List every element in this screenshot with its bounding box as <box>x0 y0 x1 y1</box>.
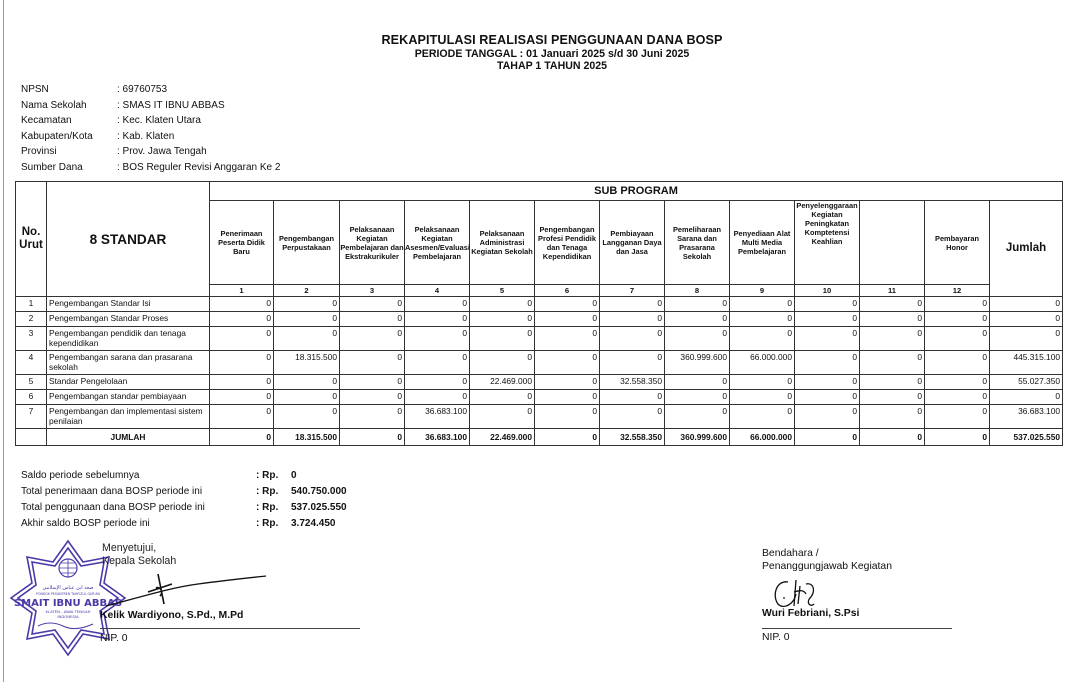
principal-name: Kelik Wardiyono, S.Pd., M.Pd <box>100 610 244 621</box>
principal-signature-line <box>100 628 360 629</box>
cell-sub-12: 0 <box>925 375 990 390</box>
total-sub-1: 0 <box>210 429 274 446</box>
cell-sub-11: 0 <box>860 390 925 405</box>
info-label: Sumber Dana <box>21 161 83 173</box>
info-value: : BOS Reguler Revisi Anggaran Ke 2 <box>117 161 281 173</box>
row-standar: Pengembangan sarana dan prasarana sekolah <box>47 351 210 375</box>
row-standar: Pengembangan pendidik dan tenaga kependidikan <box>47 327 210 351</box>
treasurer-role-line2: Penanggungjawab Kegiatan <box>762 561 892 572</box>
cell-sub-11: 0 <box>860 327 925 351</box>
header-num-9: 9 <box>730 285 795 297</box>
report-header <box>0 33 1074 72</box>
header-num-5: 5 <box>470 285 535 297</box>
header-sub-col-7: Pembiayaan Langganan Daya dan Jasa <box>600 201 665 285</box>
cell-sub-10: 0 <box>795 375 860 390</box>
cell-jumlah: 0 <box>990 297 1063 312</box>
total-sub-12: 0 <box>925 429 990 446</box>
header-num-7: 7 <box>600 285 665 297</box>
treasurer-signature-icon <box>770 576 830 610</box>
cell-sub-4: 0 <box>405 375 470 390</box>
cell-sub-4: 0 <box>405 312 470 327</box>
info-label: Nama Sekolah <box>21 99 87 111</box>
cell-sub-3: 0 <box>340 312 405 327</box>
total-sub-11: 0 <box>860 429 925 446</box>
cell-sub-10: 0 <box>795 312 860 327</box>
table-row <box>16 390 1063 405</box>
cell-sub-3: 0 <box>340 297 405 312</box>
svg-text:KLATEN - JAWA TENGAH: KLATEN - JAWA TENGAH <box>45 609 91 614</box>
cell-jumlah: 445.315.100 <box>990 351 1063 375</box>
cell-sub-10: 0 <box>795 297 860 312</box>
cell-sub-4: 36.683.100 <box>405 405 470 429</box>
cell-sub-6: 0 <box>535 390 600 405</box>
header-sub-col-6: Pengembangan Profesi Pendidik dan Tenaga Kependidikan <box>535 201 600 285</box>
row-number: 2 <box>16 312 47 327</box>
cell-sub-2: 0 <box>274 375 340 390</box>
svg-text:صعد ابن عباس الإسلامي: صعد ابن عباس الإسلامي <box>42 585 94 591</box>
info-value: : Kec. Klaten Utara <box>117 115 201 127</box>
total-sub-3: 0 <box>340 429 405 446</box>
header-sub-col-12: Pembayaran Honor <box>925 201 990 285</box>
cell-sub-6: 0 <box>535 405 600 429</box>
cell-sub-12: 0 <box>925 312 990 327</box>
header-num-3: 3 <box>340 285 405 297</box>
header-num-1: 1 <box>210 285 274 297</box>
treasurer-role-line1: Bendahara / <box>762 548 819 559</box>
cell-sub-9: 0 <box>730 327 795 351</box>
cell-sub-3: 0 <box>340 375 405 390</box>
total-sub-4: 36.683.100 <box>405 429 470 446</box>
summary-row-total-used <box>21 499 347 515</box>
summary-amount: 540.750.000 <box>291 485 347 497</box>
header-num-8: 8 <box>665 285 730 297</box>
total-blank-cell <box>16 429 47 446</box>
svg-text:INDONESIA: INDONESIA <box>57 614 79 619</box>
total-sub-2: 18.315.500 <box>274 429 340 446</box>
svg-text:SMAIT IBNU ABBAS: SMAIT IBNU ABBAS <box>13 598 123 609</box>
table-row <box>16 327 1063 351</box>
cell-sub-5: 0 <box>470 405 535 429</box>
cell-sub-9: 0 <box>730 312 795 327</box>
cell-sub-9: 66.000.000 <box>730 351 795 375</box>
principal-signature-icon <box>98 570 268 610</box>
header-num-6: 6 <box>535 285 600 297</box>
summary-currency: : Rp. <box>256 517 279 529</box>
report-period: PERIODE TANGGAL : 01 Januari 2025 s/d 30 Juni 2025 <box>414 48 690 60</box>
cell-sub-12: 0 <box>925 327 990 351</box>
balance-summary <box>21 467 347 531</box>
cell-sub-6: 0 <box>535 351 600 375</box>
header-sub-col-3: Pelaksanaan Kegiatan Pembelajaran dan Ekstrakurikuler <box>340 201 405 285</box>
summary-label: Saldo periode sebelumnya <box>21 469 140 481</box>
summary-currency: : Rp. <box>256 469 279 481</box>
cell-sub-11: 0 <box>860 405 925 429</box>
header-num-11: 11 <box>860 285 925 297</box>
cell-sub-11: 0 <box>860 297 925 312</box>
cell-sub-12: 0 <box>925 297 990 312</box>
header-sub-col-1: Penerimaan Peserta Didik Baru <box>210 201 274 285</box>
header-sub-col-5: Pelaksanaan Administrasi Kegiatan Sekolah <box>470 201 535 285</box>
cell-sub-4: 0 <box>405 297 470 312</box>
page-left-border <box>3 0 4 682</box>
cell-sub-5: 0 <box>470 312 535 327</box>
table-row <box>16 375 1063 390</box>
cell-sub-7: 0 <box>600 390 665 405</box>
row-standar: Pengembangan Standar Isi <box>47 297 210 312</box>
realization-table <box>15 181 1063 446</box>
info-row-school-name <box>21 98 280 114</box>
info-value: : SMAS IT IBNU ABBAS <box>117 99 225 111</box>
cell-sub-5: 0 <box>470 351 535 375</box>
info-row-regency <box>21 129 280 145</box>
info-row-fund-source <box>21 160 280 176</box>
row-standar: Standar Pengelolaan <box>47 375 210 390</box>
row-number: 6 <box>16 390 47 405</box>
school-info <box>21 82 280 175</box>
summary-currency: : Rp. <box>256 485 279 497</box>
header-sub-col-2: Pengembangan Perpustakaan <box>274 201 340 285</box>
signature-block-principal <box>13 540 360 680</box>
header-sub-col-9: Penyediaan Alat Multi Media Pembelajaran <box>730 201 795 285</box>
cell-sub-5: 22.469.000 <box>470 375 535 390</box>
cell-sub-1: 0 <box>210 375 274 390</box>
summary-label: Akhir saldo BOSP periode ini <box>21 517 150 529</box>
cell-sub-2: 0 <box>274 312 340 327</box>
cell-sub-7: 0 <box>600 297 665 312</box>
cell-sub-1: 0 <box>210 327 274 351</box>
cell-jumlah: 0 <box>990 312 1063 327</box>
cell-sub-10: 0 <box>795 390 860 405</box>
cell-sub-5: 0 <box>470 297 535 312</box>
cell-sub-2: 18.315.500 <box>274 351 340 375</box>
table-row <box>16 405 1063 429</box>
total-sub-5: 22.469.000 <box>470 429 535 446</box>
cell-jumlah: 0 <box>990 327 1063 351</box>
cell-sub-10: 0 <box>795 327 860 351</box>
cell-sub-7: 32.558.350 <box>600 375 665 390</box>
header-sub-col-4: Pelaksanaan Kegiatan Asesmen/Evaluasi Pembelajaran <box>405 201 470 285</box>
row-number: 3 <box>16 327 47 351</box>
cell-sub-12: 0 <box>925 351 990 375</box>
cell-sub-8: 360.999.600 <box>665 351 730 375</box>
cell-sub-8: 0 <box>665 375 730 390</box>
principal-title <box>102 542 176 568</box>
info-row-district <box>21 113 280 129</box>
header-sub-col-8: Pemeliharaan Sarana dan Prasarana Sekolah <box>665 201 730 285</box>
cell-sub-11: 0 <box>860 351 925 375</box>
svg-text:PONDOK PESANTREN TAHFIZUL QUR': PONDOK PESANTREN TAHFIZUL QUR'AN <box>36 592 100 596</box>
cell-sub-7: 0 <box>600 312 665 327</box>
principal-role: Kepala Sekolah <box>102 555 177 567</box>
total-sub-10: 0 <box>795 429 860 446</box>
summary-currency: : Rp. <box>256 501 279 513</box>
summary-label: Total penerimaan dana BOSP periode ini <box>21 485 203 497</box>
cell-sub-8: 0 <box>665 327 730 351</box>
cell-sub-7: 0 <box>600 405 665 429</box>
table-row <box>16 297 1063 312</box>
treasurer-signature-line <box>762 628 952 629</box>
treasurer-title <box>762 547 962 573</box>
cell-sub-9: 0 <box>730 375 795 390</box>
cell-sub-1: 0 <box>210 351 274 375</box>
summary-row-ending-balance <box>21 515 347 531</box>
cell-sub-6: 0 <box>535 327 600 351</box>
header-num-2: 2 <box>274 285 340 297</box>
treasurer-name: Wuri Febriani, S.Psi <box>762 608 860 619</box>
cell-sub-1: 0 <box>210 312 274 327</box>
info-row-npsn <box>21 82 280 98</box>
cell-sub-3: 0 <box>340 390 405 405</box>
header-jumlah: Jumlah <box>990 201 1063 297</box>
info-value: : Kab. Klaten <box>117 130 175 142</box>
cell-sub-6: 0 <box>535 297 600 312</box>
cell-sub-8: 0 <box>665 390 730 405</box>
cell-sub-8: 0 <box>665 297 730 312</box>
summary-amount: 537.025.550 <box>291 501 347 513</box>
cell-sub-4: 0 <box>405 327 470 351</box>
table-body <box>16 297 1063 446</box>
row-number: 5 <box>16 375 47 390</box>
row-number: 1 <box>16 297 47 312</box>
info-label: Kecamatan <box>21 115 72 127</box>
treasurer-nip: NIP. 0 <box>762 632 790 643</box>
table-total-row <box>16 429 1063 446</box>
cell-sub-6: 0 <box>535 312 600 327</box>
info-value: : Prov. Jawa Tengah <box>117 146 207 158</box>
cell-jumlah: 36.683.100 <box>990 405 1063 429</box>
cell-sub-12: 0 <box>925 390 990 405</box>
cell-sub-4: 0 <box>405 351 470 375</box>
row-standar: Pengembangan standar pembiayaan <box>47 390 210 405</box>
info-label: Provinsi <box>21 146 57 158</box>
cell-sub-8: 0 <box>665 405 730 429</box>
cell-sub-10: 0 <box>795 351 860 375</box>
cell-sub-5: 0 <box>470 327 535 351</box>
header-sub-program: SUB PROGRAM <box>210 182 1063 201</box>
cell-sub-1: 0 <box>210 405 274 429</box>
info-row-province <box>21 144 280 160</box>
cell-sub-7: 0 <box>600 351 665 375</box>
cell-sub-9: 0 <box>730 405 795 429</box>
cell-sub-2: 0 <box>274 327 340 351</box>
total-label: JUMLAH <box>47 429 210 446</box>
cell-sub-9: 0 <box>730 297 795 312</box>
cell-sub-7: 0 <box>600 327 665 351</box>
summary-amount: 3.724.450 <box>291 517 336 529</box>
summary-label: Total penggunaan dana BOSP periode ini <box>21 501 205 513</box>
cell-sub-11: 0 <box>860 312 925 327</box>
cell-sub-1: 0 <box>210 297 274 312</box>
cell-jumlah: 55.027.350 <box>990 375 1063 390</box>
total-jumlah: 537.025.550 <box>990 429 1063 446</box>
total-sub-9: 66.000.000 <box>730 429 795 446</box>
table-row <box>16 351 1063 375</box>
summary-row-previous-balance <box>21 467 347 483</box>
cell-sub-2: 0 <box>274 297 340 312</box>
cell-sub-12: 0 <box>925 405 990 429</box>
info-value: : 69760753 <box>117 84 168 96</box>
header-8-standar: 8 STANDAR <box>47 182 210 297</box>
total-sub-7: 32.558.350 <box>600 429 665 446</box>
table-row <box>16 312 1063 327</box>
total-sub-8: 360.999.600 <box>665 429 730 446</box>
info-label: Kabupaten/Kota <box>21 130 93 142</box>
approval-label: Menyetujui, <box>102 542 157 554</box>
cell-sub-5: 0 <box>470 390 535 405</box>
row-number: 4 <box>16 351 47 375</box>
report-title: REKAPITULASI REALISASI PENGGUNAAN DANA BOSP <box>381 33 723 47</box>
cell-sub-3: 0 <box>340 405 405 429</box>
principal-nip: NIP. 0 <box>100 633 128 644</box>
row-standar: Pengembangan Standar Proses <box>47 312 210 327</box>
header-sub-col-11 <box>860 201 925 285</box>
row-standar: Pengembangan dan implementasi sistem penilaian <box>47 405 210 429</box>
info-label: NPSN <box>21 84 49 96</box>
cell-sub-2: 0 <box>274 390 340 405</box>
report-stage: TAHAP 1 TAHUN 2025 <box>496 60 608 72</box>
cell-sub-3: 0 <box>340 327 405 351</box>
cell-jumlah: 0 <box>990 390 1063 405</box>
summary-amount: 0 <box>291 469 297 481</box>
header-sub-col-10: Penyelenggaraan Kegiatan Peningkatan Komptetensi Keahlian <box>795 201 860 285</box>
header-num-10: 10 <box>795 285 860 297</box>
cell-sub-3: 0 <box>340 351 405 375</box>
signature-block-treasurer <box>762 547 962 677</box>
cell-sub-2: 0 <box>274 405 340 429</box>
cell-sub-10: 0 <box>795 405 860 429</box>
cell-sub-4: 0 <box>405 390 470 405</box>
summary-row-total-received <box>21 483 347 499</box>
total-sub-6: 0 <box>535 429 600 446</box>
header-num-4: 4 <box>405 285 470 297</box>
header-num-12: 12 <box>925 285 990 297</box>
cell-sub-11: 0 <box>860 375 925 390</box>
cell-sub-8: 0 <box>665 312 730 327</box>
cell-sub-1: 0 <box>210 390 274 405</box>
cell-sub-6: 0 <box>535 375 600 390</box>
cell-sub-9: 0 <box>730 390 795 405</box>
row-number: 7 <box>16 405 47 429</box>
header-no-urut: No. Urut <box>16 182 47 297</box>
